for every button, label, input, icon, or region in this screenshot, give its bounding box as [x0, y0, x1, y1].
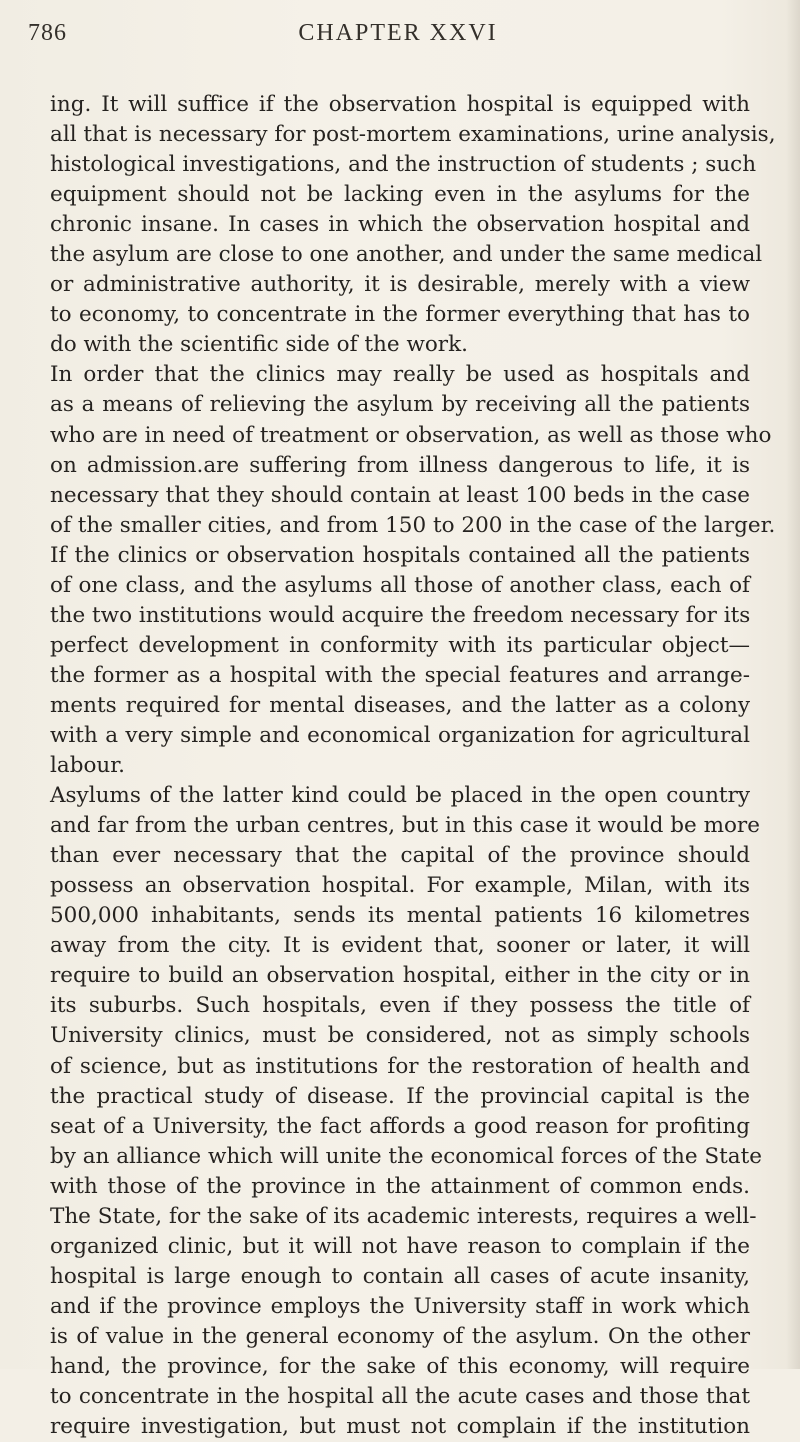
text-line: ing. It will suffice if the observation hospital is equipped with — [50, 92, 750, 117]
text-line: is of value in the general economy of the asylum. On the other — [50, 1323, 750, 1349]
text-line: do with the scientific side of the work. — [50, 332, 468, 358]
text-line: and far from the urban centres, but in this case it would be more — [50, 813, 760, 839]
page-edge-shadow — [786, 0, 800, 1369]
text-line: histological investigations, and the instruction of students ; such — [50, 152, 757, 178]
text-line: of one class, and the asylums all those of another class, each of — [50, 572, 750, 598]
running-head — [28, 20, 768, 60]
text-line: The State, for the sake of its academic interests, requires a well- — [50, 1203, 757, 1229]
text-line: to concentrate in the hospital all the acute cases and those that — [50, 1384, 750, 1410]
text-line: of science, but as institutions for the restoration of health and — [50, 1053, 750, 1079]
text-line: University clinics, must be considered, not as simply schools — [50, 1023, 750, 1049]
text-line: If the clinics or observation hospitals contained all the patients — [50, 542, 750, 568]
text-line: hand, the province, for the sake of this economy, will require — [50, 1353, 750, 1379]
text-line: by an alliance which will unite the economical forces of the State — [50, 1143, 762, 1169]
text-line: on admission.are suffering from illness dangerous to life, it is — [50, 452, 750, 478]
text-line: 500,000 inhabitants, sends its mental patients 16 kilometres — [50, 903, 750, 929]
text-line: with a very simple and economical organization for agricultural — [50, 722, 750, 748]
body-text — [50, 90, 776, 1442]
text-line: the two institutions would acquire the freedom necessary for its — [50, 602, 751, 628]
text-line: possess an observation hospital. For example, Milan, with its — [50, 873, 750, 899]
text-line: the asylum are close to one another, and under the same medical — [50, 242, 763, 268]
text-line: seat of a University, the fact affords a good reason for profiting — [50, 1113, 750, 1139]
text-line: and if the province employs the University staff in work which — [50, 1293, 750, 1319]
text-line: away from the city. It is evident that, sooner or later, it will — [50, 933, 750, 959]
text-line: chronic insane. In cases in which the observation hospital and — [50, 212, 750, 238]
text-line: ments required for mental diseases, and the latter as a colony — [50, 692, 750, 718]
text-line: require investigation, but must not complain if the institution — [50, 1414, 750, 1440]
chapter-heading: CHAPTER XXVI — [298, 20, 498, 46]
text-line: organized clinic, but it will not have reason to complain if the — [50, 1233, 750, 1259]
text-line: labour. — [50, 753, 125, 779]
text-line: Asylums of the latter kind could be placed in the open country — [50, 783, 750, 809]
text-line: as a means of relieving the asylum by receiving all the patients — [50, 392, 750, 418]
text-line: In order that the clinics may really be used as hospitals and — [50, 362, 750, 388]
text-line: the former as a hospital with the special features and arrange- — [50, 662, 750, 688]
text-line: require to build an observation hospital, either in the city or in — [50, 963, 750, 989]
text-line: equipment should not be lacking even in the asylums for the — [50, 182, 750, 208]
text-line: or administrative authority, it is desirable, merely with a view — [50, 272, 750, 298]
text-line: of the smaller cities, and from 150 to 200 in the case of the larger. — [50, 512, 776, 538]
text-line: to economy, to concentrate in the former everything that has to — [50, 302, 750, 328]
page-number: 786 — [28, 20, 67, 46]
text-line: perfect development in conformity with its particular object— — [50, 632, 750, 658]
text-line: necessary that they should contain at least 100 beds in the case — [50, 482, 750, 508]
text-line: with those of the province in the attainment of common ends. — [50, 1173, 750, 1199]
text-line: all that is necessary for post-mortem examinations, urine analysis, — [50, 122, 776, 148]
text-line: who are in need of treatment or observation, as well as those who — [50, 422, 772, 448]
text-line: hospital is large enough to contain all cases of acute insanity, — [50, 1263, 750, 1289]
text-line: than ever necessary that the capital of the province should — [50, 843, 750, 869]
text-line: the practical study of disease. If the provincial capital is the — [50, 1083, 750, 1109]
text-line: its suburbs. Such hospitals, even if they possess the title of — [50, 993, 750, 1019]
